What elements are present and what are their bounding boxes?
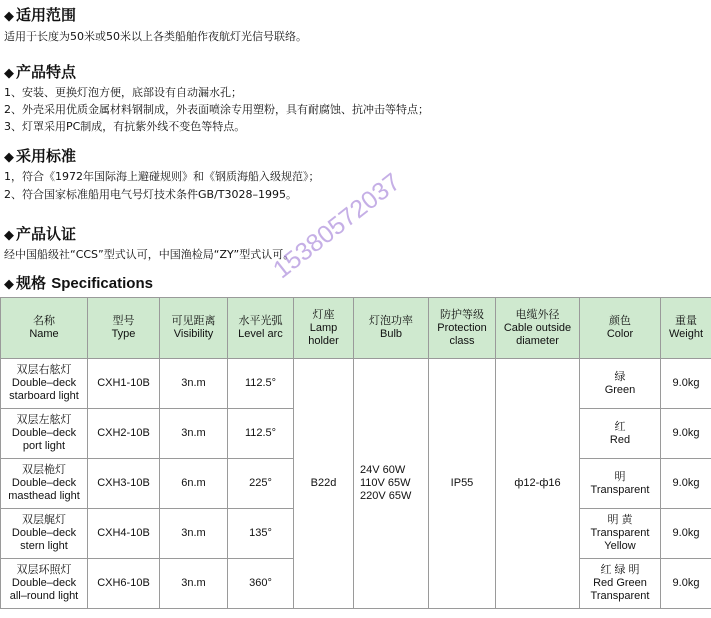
cell-weight: 9.0kg (661, 559, 711, 609)
cell-protection: IP55 (429, 359, 496, 609)
section-title-certification: ◆ 产品认证 (4, 225, 77, 243)
cell-color: 红 Red (580, 409, 661, 459)
cell-weight: 9.0kg (661, 409, 711, 459)
header-name: 名称 Name (1, 298, 88, 359)
cell-bulb: 24V 60W 110V 65W 220V 65W (354, 359, 429, 609)
cell-cable: ф12-ф16 (496, 359, 580, 609)
header-weight: 重量 Weight (661, 298, 711, 359)
table-row (1, 359, 711, 409)
header-type: 型号 Type (88, 298, 160, 359)
scope-text: 适用于长度为50米或50米以上各类船舶作夜航灯光信号联络。 (4, 30, 307, 43)
cell-weight: 9.0kg (661, 459, 711, 509)
header-visibility: 可见距离 Visibility (160, 298, 228, 359)
cell-color: 绿 Green (580, 359, 661, 409)
cell-type: CXH1-10B (88, 359, 160, 409)
header-color: 颜色 Color (580, 298, 661, 359)
header-protection: 防护等级 Protection class (429, 298, 496, 359)
cell-level-arc: 225° (228, 459, 294, 509)
cell-type: CXH3-10B (88, 459, 160, 509)
cell-color: 红 绿 明 Red Green Transparent (580, 559, 661, 609)
cell-level-arc: 360° (228, 559, 294, 609)
features-line-3: 3、灯罩采用PC制成，有抗紫外线不变色等特点。 (4, 120, 246, 133)
section-title-scope: ◆ 适用范围 (4, 6, 77, 24)
table-header-row (1, 298, 711, 359)
cell-type: CXH4-10B (88, 509, 160, 559)
features-line-2: 2、外壳采用优质金属材料钢制成，外表面喷涂专用塑粉，具有耐腐蚀、抗冲击等特点； (4, 103, 429, 116)
diamond-bullet-icon: ◆ (4, 150, 14, 165)
cell-name: 双层桅灯 Double–deck masthead light (1, 459, 88, 509)
cell-visibility: 3n.m (160, 359, 228, 409)
cell-color: 明 Transparent (580, 459, 661, 509)
diamond-bullet-icon: ◆ (4, 228, 14, 243)
cell-visibility: 3n.m (160, 509, 228, 559)
cell-color: 明 黄 Transparent Yellow (580, 509, 661, 559)
header-level-arc: 水平光弧 Level arc (228, 298, 294, 359)
cell-level-arc: 135° (228, 509, 294, 559)
section-title-standards: ◆ 采用标准 (4, 147, 77, 165)
cell-visibility: 3n.m (160, 559, 228, 609)
diamond-bullet-icon: ◆ (4, 66, 14, 81)
phone-watermark: 15380572037 (268, 167, 406, 285)
section-title-features: ◆ 产品特点 (4, 63, 77, 81)
cell-type: CXH2-10B (88, 409, 160, 459)
spec-table (0, 297, 711, 609)
features-line-1: 1、安装、更换灯泡方便，底部设有自动漏水孔； (4, 86, 242, 99)
header-bulb: 灯泡功率 Bulb (354, 298, 429, 359)
cell-type: CXH6-10B (88, 559, 160, 609)
cell-name: 双层艉灯 Double–deck stern light (1, 509, 88, 559)
cell-visibility: 3n.m (160, 409, 228, 459)
cell-name: 双层右舷灯 Double–deck starboard light (1, 359, 88, 409)
diamond-bullet-icon: ◆ (4, 277, 14, 292)
cell-weight: 9.0kg (661, 359, 711, 409)
diamond-bullet-icon: ◆ (4, 9, 14, 24)
header-cable: 电缆外径 Cable outside diameter (496, 298, 580, 359)
cell-name: 双层环照灯 Double–deck all–round light (1, 559, 88, 609)
cell-visibility: 6n.m (160, 459, 228, 509)
cell-name: 双层左舷灯 Double–deck port light (1, 409, 88, 459)
standards-line-2: 2、符合国家标准船用电气号灯技术条件GB/T3028–1995。 (4, 188, 297, 201)
cell-level-arc: 112.5° (228, 359, 294, 409)
section-title-spec: ◆ 规格 Specifications (4, 274, 153, 292)
cell-level-arc: 112.5° (228, 409, 294, 459)
certification-text: 经中国船级社“CCS”型式认可，中国渔检局“ZY”型式认可。 (4, 248, 295, 261)
standards-line-1: 1，符合《1972年国际海上避碰规则》和《钢质海船入级规范》； (4, 170, 320, 183)
header-lamp-holder: 灯座 Lamp holder (294, 298, 354, 359)
cell-weight: 9.0kg (661, 509, 711, 559)
cell-lamp-holder: B22d (294, 359, 354, 609)
